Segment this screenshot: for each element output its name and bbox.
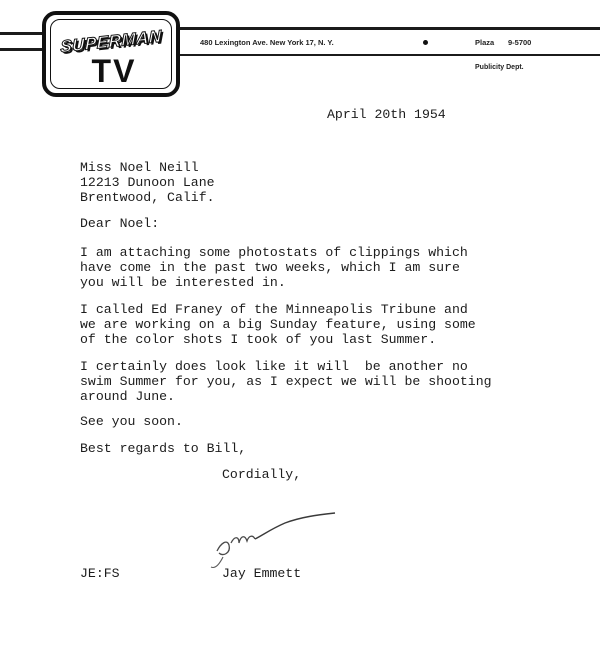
- salutation: Dear Noel:: [80, 216, 160, 231]
- logo-tv-word: TV: [91, 53, 137, 89]
- paragraph-2-line: I called Ed Franey of the Minneapolis Tribune and: [80, 302, 468, 317]
- paragraph-2-line: we are working on a big Sunday feature, using some: [80, 317, 476, 332]
- paragraph-4: See you soon.: [80, 414, 183, 429]
- paragraph-5: Best regards to Bill,: [80, 441, 247, 456]
- letterhead-department: Publicity Dept.: [475, 64, 524, 71]
- letterhead-bullet: [423, 40, 428, 45]
- paragraph-1-line: you will be interested in.: [80, 275, 286, 290]
- letter-date: April 20th 1954: [327, 107, 446, 122]
- recipient-street: 12213 Dunoon Lane: [80, 175, 215, 190]
- handwritten-signature: [205, 505, 345, 575]
- letterhead-rule-bottom: [180, 54, 600, 56]
- signer-name: Jay Emmett: [222, 566, 302, 581]
- paragraph-3-line: I certainly does look like it will be another no: [80, 359, 468, 374]
- superman-tv-logo: [42, 11, 180, 97]
- logo-superman-word: SUPERMAN: [60, 26, 162, 57]
- paragraph-1-line: have come in the past two weeks, which I am sure: [80, 260, 460, 275]
- paragraph-2-line: of the color shots I took of you last Summer.: [80, 332, 437, 347]
- paragraph-3-line: swim Summer for you, as I expect we will be shooting: [80, 374, 492, 389]
- recipient-name: Miss Noel Neill: [80, 160, 199, 175]
- closing: Cordially,: [222, 467, 302, 482]
- letterhead-phone-exchange: Plaza: [475, 38, 495, 47]
- letterhead-rule-left-top: [0, 32, 42, 35]
- letterhead-address: 480 Lexington Ave. New York 17, N. Y.: [200, 38, 334, 47]
- letterhead-phone-number: 9-5700: [508, 38, 532, 47]
- paragraph-3-line: around June.: [80, 389, 175, 404]
- letterhead-rule-left-bottom: [0, 48, 42, 51]
- recipient-city: Brentwood, Calif.: [80, 190, 215, 205]
- paragraph-1-line: I am attaching some photostats of clippings which: [80, 245, 468, 260]
- letterhead-rule-top: [180, 27, 600, 30]
- typist-initials: JE:FS: [80, 566, 120, 581]
